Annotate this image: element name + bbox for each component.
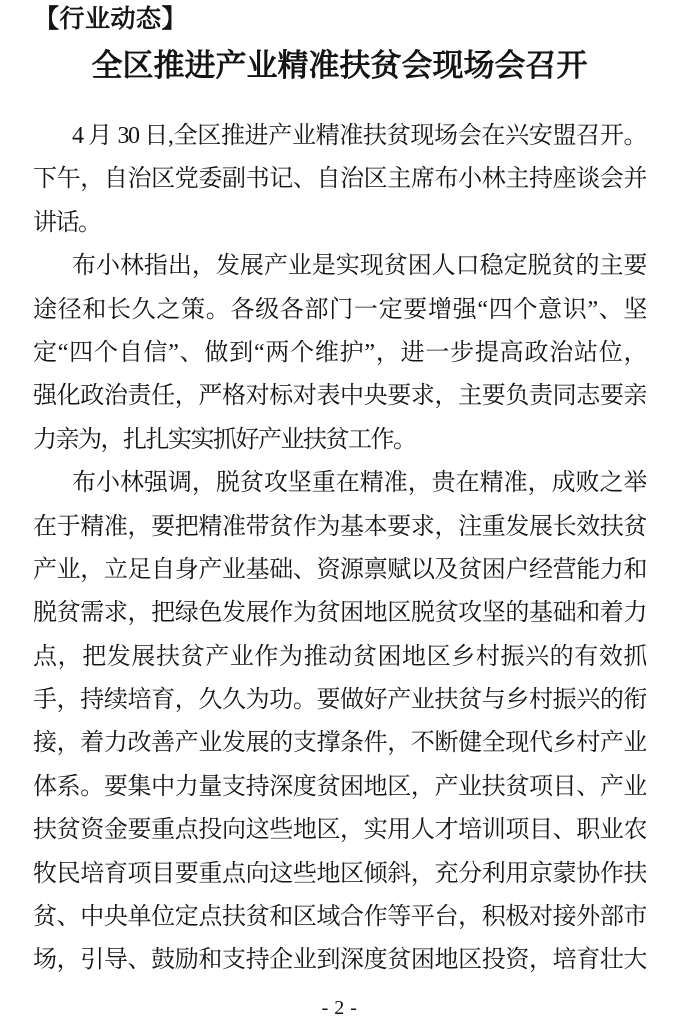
article-body bbox=[33, 115, 646, 983]
text-line: 在于精准，要把精准带贫作为基本要求，注重发展长效扶贫 bbox=[33, 513, 646, 540]
text-line: 点，把发展扶贫产业作为推动贫困地区乡村振兴的有效抓 bbox=[33, 643, 646, 670]
text-line: 手，持续培育，久久为功。要做好产业扶贫与乡村振兴的衔 bbox=[33, 687, 646, 714]
text-line: 产业，立足自身产业基础、资源禀赋以及贫困户经营能力和 bbox=[33, 556, 646, 583]
text-line: 接，着力改善产业发展的支撑条件，不断健全现代乡村产业 bbox=[33, 730, 646, 757]
text-line: 脱贫需求，把绿色发展作为贫困地区脱贫攻坚的基础和着力 bbox=[33, 600, 646, 627]
text-line: 场，引导、鼓励和支持企业到深度贫困地区投资，培育壮大 bbox=[33, 947, 646, 974]
text-line: 讲话。 bbox=[33, 209, 101, 236]
section-tag: 【行业动态】 bbox=[34, 5, 188, 33]
page-title: 全区推进产业精准扶贫会现场会召开 bbox=[91, 48, 588, 83]
text-line: 扶贫资金要重点投向这些地区，实用人才培训项目、职业农 bbox=[33, 817, 646, 844]
text-line: 途径和长久之策。各级各部门一定要增强“四个意识”、坚 bbox=[33, 296, 646, 323]
text-line: 4 月 30 日,全区推进产业精准扶贫现场会在兴安盟召开。 bbox=[72, 123, 646, 149]
text-line: 布小林强调，脱贫攻坚重在精准，贵在精准，成败之举 bbox=[72, 470, 646, 497]
page-number: - 2 - bbox=[321, 997, 358, 1019]
text-line: 定“四个自信”、做到“两个维护”，进一步提高政治站位， bbox=[33, 339, 646, 366]
text-line: 贫、中央单位定点扶贫和区域合作等平台，积极对接外部市 bbox=[33, 904, 646, 931]
text-line: 布小林指出，发展产业是实现贫困人口稳定脱贫的主要 bbox=[72, 253, 646, 280]
text-line: 力亲为，扎扎实实抓好产业扶贫工作。 bbox=[33, 426, 416, 453]
text-line: 牧民培育项目要重点向这些地区倾斜，充分利用京蒙协作扶 bbox=[33, 860, 646, 887]
text-line: 强化政治责任，严格对标对表中央要求，主要负责同志要亲 bbox=[33, 383, 646, 410]
text-line: 下午，自治区党委副书记、自治区主席布小林主持座谈会并 bbox=[33, 166, 646, 193]
text-line: 体系。要集中力量支持深度贫困地区，产业扶贫项目、产业 bbox=[33, 773, 646, 800]
